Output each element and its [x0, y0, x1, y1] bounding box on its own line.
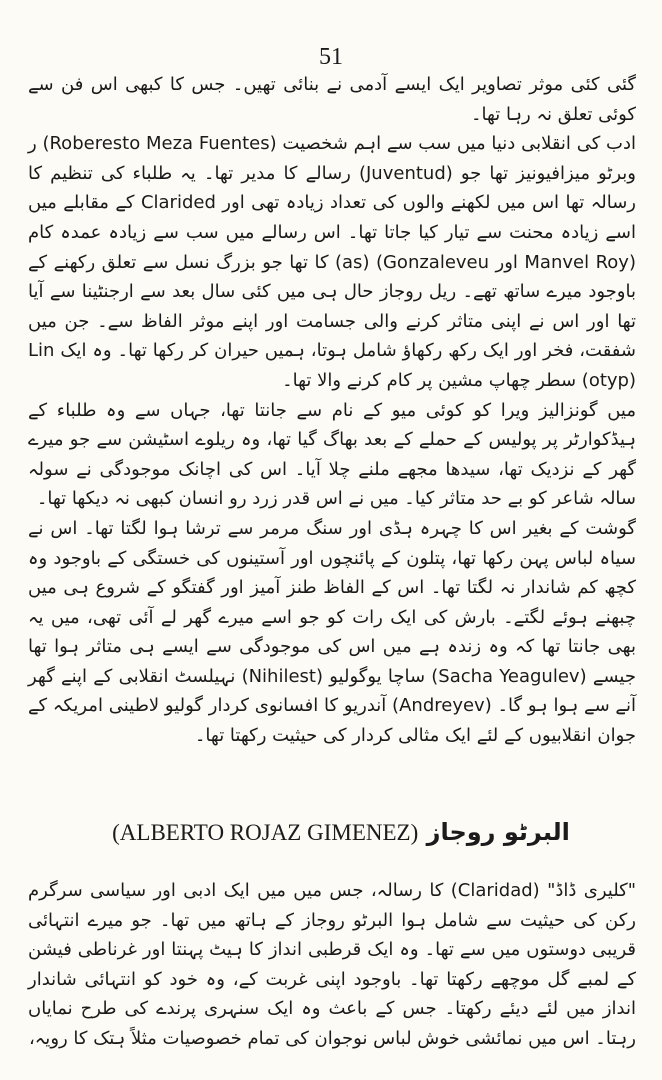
paragraph: "کلیری ڈاڈ" (Claridad) کا رسالہ، جس میں میں ایک ادبی اور سیاسی سرگرم رکن کی حیثیت سے شامل ہوا البرٹو روجاز کے ہاتھ میں تھا۔ جو میرے انتہائی قریبی دوستوں میں سے تھا۔ وہ ایک قرطبی انداز کا ہیٹ پہنتا اور غرناطی فیشن کے لمبے گل موچھے رکھتا تھا۔ باوجود اپنی غربت کے، وہ خود کو انتہائی شاندار انداز میں لئے دیئے رکھتا۔ جس کے باعث وہ ایک سنہری پرندے کی طرح نمایاں رہتا۔ اس میں نمائشی خوش لباس نوجوان کی تمام خصوصیات مثلاً ہتک کا رویہ، [28, 880, 637, 1049]
page-number: 51 [319, 44, 343, 70]
section-heading [60, 818, 622, 846]
paragraph: گوشت کے بغیر اس کا چہرہ ہڈی اور سنگ مرمر سے ترشا ہوا لگتا تھا۔ اس نے سیاہ لباس پہن رکھا تھا، پتلون کے پائنچوں اور آستینوں کی خستگی کے باوجود وہ کچھ کم شاندار نہ لگتا تھا۔ اس کے الفاظ طنز آمیز اور گفتگو کے شروع ہی میں چبھنے ہوئے لگتے۔ بارش کی ایک رات کو جو اسے میرے گھر لے آئی تھی، میں یہ بھی جانتا تھا کہ وہ زندہ ہے میں اس کی موجودگی سے ایسے ہی متاثر ہوا تھا جیسے (Sacha Yeagulev) ساچا یوگولیو (Nihilest) نہیلسٹ انقلابی کے اپنے گھر آنے سے ہوا ہو گا۔ (Andreyev) آندریو کا افسانوی کردار گولیو لاطینی امریکہ کے جوان انقلابیوں کے لئے ایک مثالی کردار کی حیثیت رکھتا تھا۔ [28, 517, 636, 747]
body-text-bottom [28, 876, 636, 1054]
paragraph: ادب کی انقلابی دنیا میں سب سے اہم شخصیت (Roberesto Meza Fuentes) ر وبرٹو میزافیونیز تھا جو (Juventud) رسالے کا مدیر تھا۔ یہ طلباء کی تنظیم کا رسالہ تھا اس میں لکھنے والوں کی تعداد زیادہ تھی اور Clarided کے مقابلے میں اسے زیادہ محنت سے تیار کیا جاتا تھا۔ اس رسالے میں سب سے زیادہ عمدہ کام (Manvel Roy اور Gonzaleveu) (as) کا تھا جو بزرگ نسل سے تعلق رکھنے کے باوجود میرے ساتھ تھے۔ ریل روجاز حال ہی میں کئی سال بعد سے ارجنٹینا سے آیا تھا اور اس نے اپنی متاثر کرنے والی جسامت اور اپنے موثر الفاظ سے۔ جن میں شفقت، فخر اور ایک رکھ رکھاؤ شامل ہوتا، ہمیں حیران کر رکھا تھا۔ وہ ایک Lin (otyp) سطر چھاپ مشین پر کام کرنے والا تھا۔ [28, 133, 637, 391]
paragraph: میں گونزالیز ویرا کو کوئی میو کے نام سے جانتا تھا، جہاں سے وہ طلباء کے ہیڈکوارٹر پر پولیس کے حملے کے بعد بھاگ گیا تھا، وہ ریلوے اسٹیشن سے جو میرے گھر کے نزدیک تھا، سیدھا مجھے ملنے چلا آیا۔ اس کی اچانک موجودگی نے سولہ سالہ شاعر کو بے حد متاثر کیا۔ میں نے اس قدر زرد رو انسان کبھی نہ دیکھا تھا۔ [28, 399, 636, 510]
body-text-top [28, 70, 636, 751]
section-heading-urdu: البرٹو روجاز [426, 818, 570, 846]
paragraph: گئی کئی موثر تصاویر ایک ایسے آدمی نے بنائی تھیں۔ جس کا کبھی اس فن سے کوئی تعلق نہ رہا تھا۔ [28, 74, 636, 125]
section-heading-latin: (ALBERTO ROJAZ GIMENEZ) [112, 820, 419, 845]
